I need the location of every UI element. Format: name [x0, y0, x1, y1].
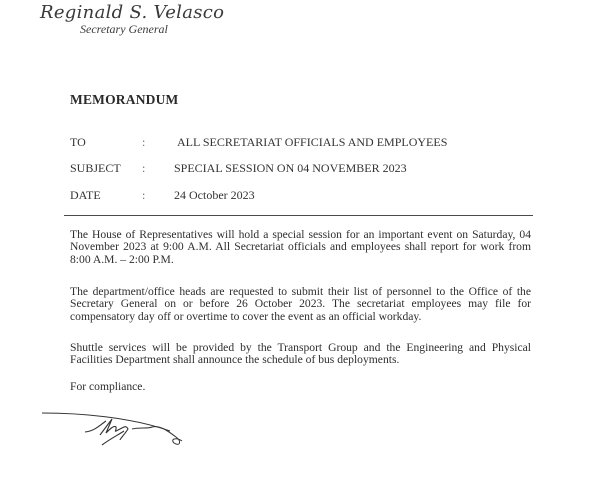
letterhead-title: Secretary General [80, 22, 168, 36]
body-paragraph: The House of Representatives will hold a special session for an important event on Saturday, 04 November 2023 at 9:00 A.M. All Secretariat officials and employees shall report for work from 8:00 A.M. – 2:00 P.M. [70, 228, 531, 266]
body-paragraph: The department/office heads are requested to submit their list of personnel to the Office of the Secretary General on or before 26 October 2023. The secretariat employees may file for compensatory day off or overtime to cover the event as an official workday. [70, 285, 531, 323]
closing-line: For compliance. [70, 380, 146, 393]
memo-title: MEMORANDUM [70, 92, 179, 107]
signature-icon [40, 405, 190, 455]
header-value: 24 October 2023 [174, 188, 255, 202]
header-value: ALL SECRETARIAT OFFICIALS AND EMPLOYEES [177, 135, 448, 149]
letterhead-name: Reginald S. Velasco [40, 2, 225, 23]
header-divider [64, 215, 533, 216]
header-label: DATE [70, 188, 101, 202]
header-label: TO [70, 135, 86, 149]
header-value: SPECIAL SESSION ON 04 NOVEMBER 2023 [174, 161, 407, 175]
body-paragraph: Shuttle services will be provided by the Transport Group and the Engineering and Physical Facilities Department shall announce the schedule of bus deployments. [70, 341, 531, 367]
header-colon: : [142, 161, 146, 175]
header-colon: : [142, 135, 146, 149]
header-colon: : [142, 188, 146, 202]
header-label: SUBJECT [70, 161, 121, 175]
